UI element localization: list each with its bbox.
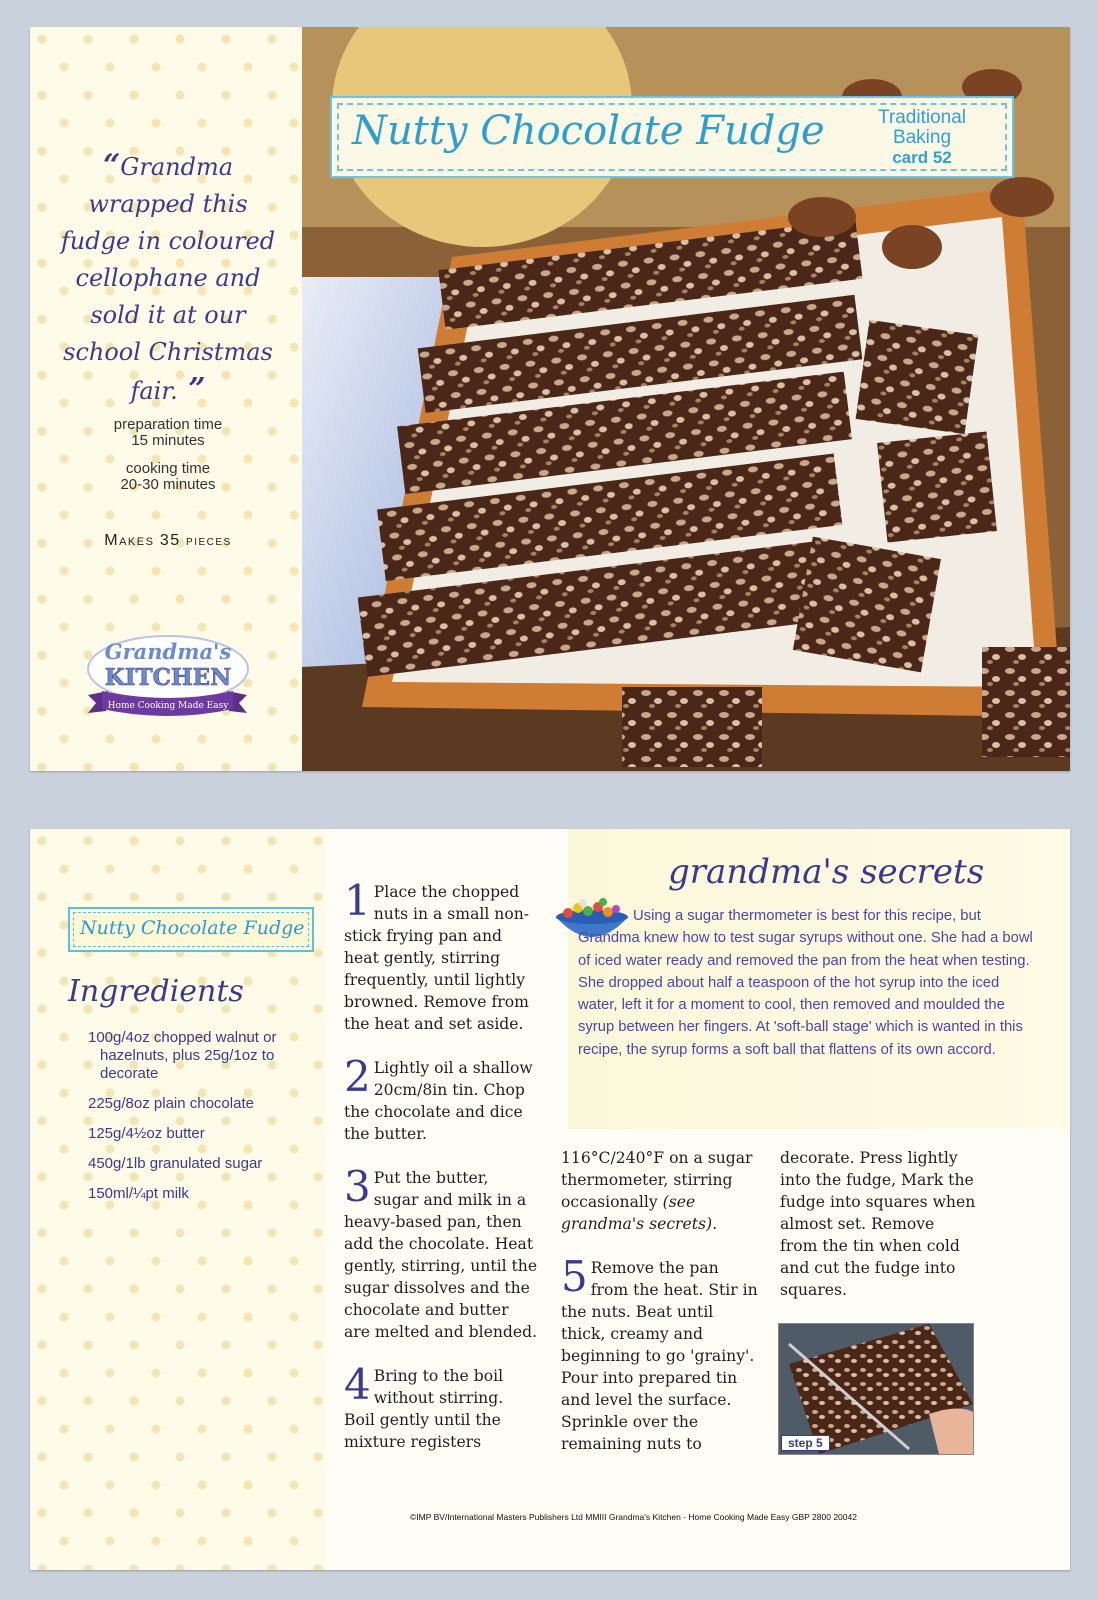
quote-text: Grandma wrapped this fudge in coloured cellophane and sold it at our school Christmas fair. <box>60 153 276 405</box>
ingredient-item: 450g/1lb granulated sugar <box>88 1155 263 1172</box>
grandmas-kitchen-logo <box>80 633 255 723</box>
method-step <box>344 1162 538 1343</box>
step-text: Bring to the boil without stirring. Boil gently until the mixture registers <box>344 1367 504 1451</box>
cook-value: 20-30 minutes <box>120 476 216 493</box>
recipe-title: Nutty Chocolate Fudge <box>352 108 825 154</box>
method-step <box>344 1360 538 1453</box>
step5-continued-text: decorate. Press lightly into the fudge, Mark the fudge into squares when almost set. Remove from the tin when cold and cut the fudge into squares. <box>780 1149 976 1299</box>
step-text: Put the butter, sugar and milk in a heavy-based pan, then add the chocolate. Heat gently, stirring, until the sugar dissolves and the chocolate and butter are melted and blended. <box>344 1169 538 1341</box>
step5-photo-label: step 5 <box>781 1435 830 1451</box>
series-info <box>878 108 966 168</box>
step5-photo <box>778 1323 974 1455</box>
mini-title-box <box>68 907 314 952</box>
method-step-continued <box>561 1147 761 1235</box>
close-quote-mark: ” <box>177 372 206 407</box>
recipe-card-back <box>30 829 1070 1570</box>
recipe-card-front <box>30 27 1070 771</box>
method-step <box>344 876 538 1035</box>
ingredient-item: 225g/8oz plain chocolate <box>88 1095 254 1112</box>
preparation-time <box>52 417 284 449</box>
ingredient-item: 125g/4½oz butter <box>88 1125 205 1142</box>
step-number: 5 <box>561 1252 588 1301</box>
series-line2: Baking <box>892 127 952 148</box>
method-column-1 <box>344 876 538 1475</box>
makes-count <box>52 532 284 550</box>
secrets-heading: grandma's secrets <box>668 852 985 892</box>
ingredients-heading: Ingredients <box>68 974 244 1009</box>
prep-value: 15 minutes <box>131 432 205 449</box>
logo-line2: KITCHEN <box>104 664 232 691</box>
secrets-text: Using a sugar thermometer is best for this recipe, but Grandma knew how to test sugar syrups without one. She had a bowl of iced water ready and removed the pan from the heat when testing. She dropped about half a teaspoon of the hot syrup into the iced water, left it for a moment to cool, then removed and moulded the syrup between her fingers. At 'soft-ball stage' which is wanted in this recipe, the syrup forms a soft ball that flattens of its own accord. <box>578 908 1033 1058</box>
card-number: card 52 <box>892 148 952 167</box>
method-column-3 <box>780 1147 976 1323</box>
grandma-quote <box>52 147 284 410</box>
makes-unit: pieces <box>186 532 232 548</box>
prep-label: preparation time <box>113 416 223 433</box>
step4-note: (see grandma's secrets). <box>561 1193 718 1233</box>
ingredients-panel <box>30 829 326 1570</box>
logo-line1: Grandma's <box>104 639 232 664</box>
method-column-2 <box>561 1147 761 1477</box>
mini-title: Nutty Chocolate Fudge <box>80 917 305 939</box>
step4-continued-text: 116°C/240°F on a sugar thermometer, stirring occasionally <box>561 1149 753 1211</box>
open-quote-mark: “ <box>102 148 121 183</box>
step-number: 3 <box>344 1162 371 1211</box>
method-step <box>561 1252 761 1455</box>
makes-word: Makes <box>104 532 155 549</box>
step-number: 4 <box>344 1360 371 1409</box>
step-text: Remove the pan from the heat. Stir in the nuts. Beat until thick, creamy and beginning to go 'grainy'. Pour into prepared tin and level the surface. Sprinkle over the remaining nuts to <box>561 1259 758 1453</box>
copyright-footer: ©IMP BV/International Masters Publishers Ltd MMIII Grandma's Kitchen - Home Cooking Made Easy GBP 2800 20042 <box>410 1512 857 1522</box>
cooking-time <box>52 461 284 493</box>
front-side-panel <box>30 27 302 771</box>
step-text: Lightly oil a shallow 20cm/8in tin. Chop the chocolate and dice the butter. <box>344 1059 533 1143</box>
series-line1: Traditional <box>877 107 966 128</box>
logo-tagline: Home Cooking Made Easy <box>107 701 229 711</box>
step-text: Place the chopped nuts in a small non-stick frying pan and heat gently, stirring frequently, until lightly browned. Remove from the heat and set aside. <box>344 883 530 1033</box>
step-number: 1 <box>344 876 371 925</box>
method-step-continued <box>780 1147 976 1301</box>
step-number: 2 <box>344 1052 371 1101</box>
makes-number: 35 <box>159 532 181 549</box>
ingredient-item: 150ml/¼pt milk <box>88 1185 189 1202</box>
ingredients-list <box>88 1029 313 1215</box>
cook-label: cooking time <box>125 460 211 477</box>
method-step <box>344 1052 538 1145</box>
title-box <box>330 96 1014 178</box>
ingredient-item: 100g/4oz chopped walnut or hazelnuts, plus 25g/1oz to decorate <box>88 1029 277 1082</box>
